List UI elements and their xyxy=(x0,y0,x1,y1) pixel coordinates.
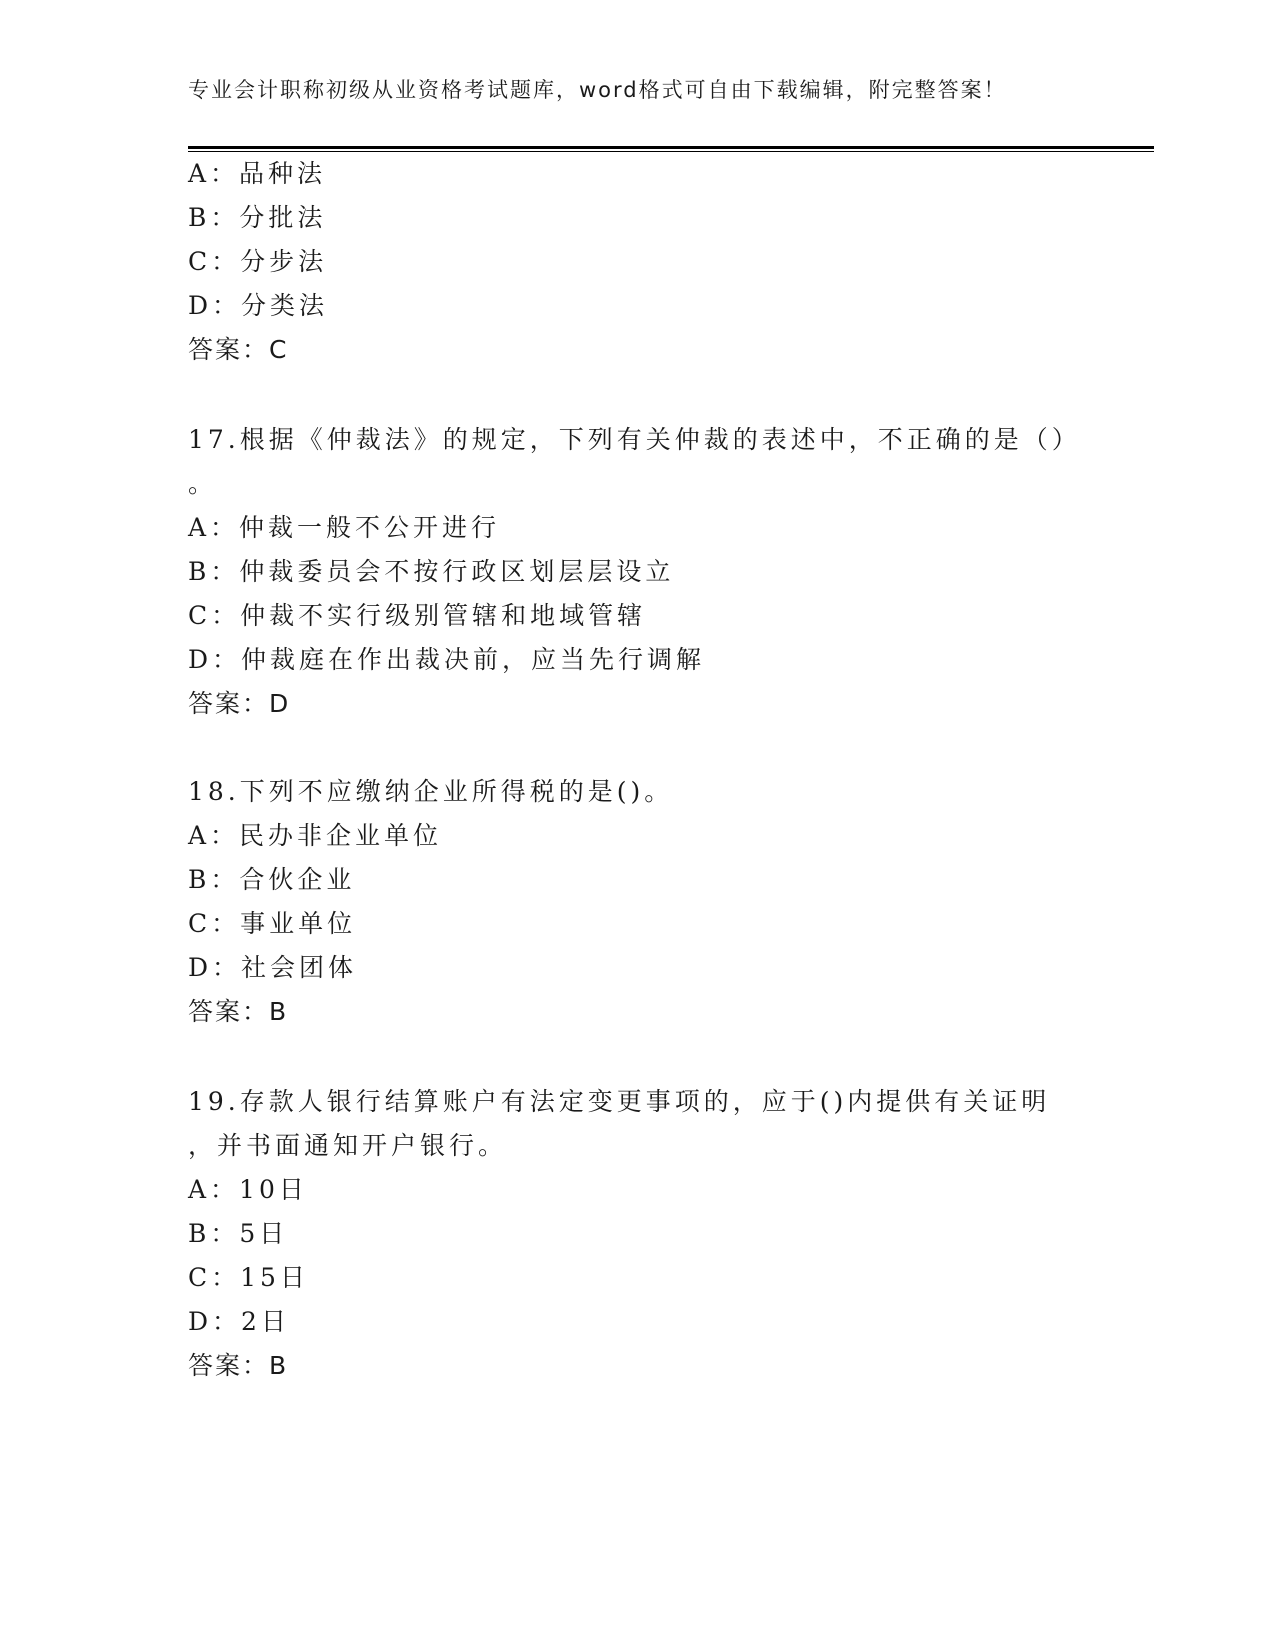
q19-stem: 19.存款人银行结算账户有法定变更事项的，应于()内提供有关证明 xyxy=(188,1087,1051,1116)
q18-answer: 答案：B xyxy=(188,997,289,1026)
header-rule-thick xyxy=(188,146,1154,149)
q17-option-a: A：仲裁一般不公开进行 xyxy=(188,513,501,542)
q16-option-c: C：分步法 xyxy=(188,247,328,276)
q18-option-c: C：事业单位 xyxy=(188,909,357,938)
q18-option-a: A：民办非企业单位 xyxy=(188,821,443,850)
q18-option-d: D：社会团体 xyxy=(188,953,358,982)
q17-stem-continued: 。 xyxy=(188,469,218,498)
page-header: 专业会计职称初级从业资格考试题库，word格式可自由下载编辑，附完整答案！ xyxy=(188,78,1007,102)
q16-option-d: D：分类法 xyxy=(188,291,329,320)
q19-answer: 答案：B xyxy=(188,1351,289,1380)
q19-stem-continued: ，并书面通知开户银行。 xyxy=(188,1131,508,1160)
q19-option-c: C：15日 xyxy=(188,1263,309,1292)
q16-answer: 答案：C xyxy=(188,335,289,364)
q17-option-b: B：仲裁委员会不按行政区划层层设立 xyxy=(188,557,675,586)
q19-option-d: D：2日 xyxy=(188,1307,290,1336)
q18-option-b: B：合伙企业 xyxy=(188,865,356,894)
q19-option-a: A：10日 xyxy=(188,1175,308,1204)
q18-stem: 18.下列不应缴纳企业所得税的是()。 xyxy=(188,777,674,806)
q17-option-c: C：仲裁不实行级别管辖和地域管辖 xyxy=(188,601,647,630)
q17-option-d: D：仲裁庭在作出裁决前，应当先行调解 xyxy=(188,645,706,674)
q17-answer: 答案：D xyxy=(188,689,291,718)
header-rule-thin xyxy=(188,151,1154,152)
q16-option-b: B：分批法 xyxy=(188,203,327,232)
q17-stem: 17.根据《仲裁法》的规定，下列有关仲裁的表述中，不正确的是（） xyxy=(188,425,1081,454)
q19-option-b: B：5日 xyxy=(188,1219,289,1248)
q16-option-a: A：品种法 xyxy=(188,159,327,188)
